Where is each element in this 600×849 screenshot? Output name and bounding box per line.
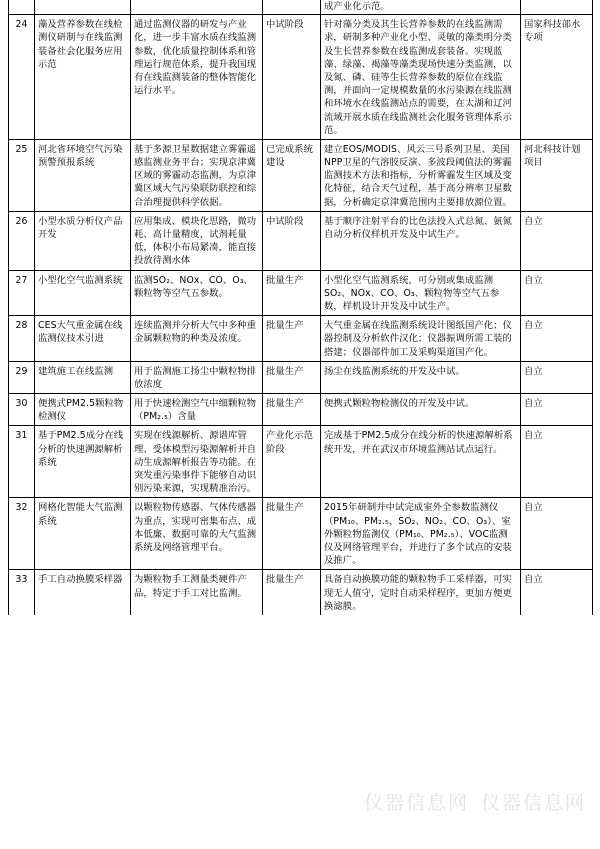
table-row: [9, 211, 593, 270]
cell-source: 自立: [521, 316, 593, 362]
table-row: [9, 15, 593, 140]
cell-stage: 批量生产: [263, 361, 321, 393]
table-row: [9, 570, 593, 615]
table-row: [9, 394, 593, 426]
cell-number: 26: [9, 211, 35, 270]
cell-name: 网格化智能大气监测系统: [35, 498, 131, 570]
table-row: [9, 270, 593, 316]
cell-description: 连续监测并分析大气中多种重金属颗粒物的种类及浓度。: [131, 316, 263, 362]
cell-name: 小型化空气监测系统: [35, 270, 131, 316]
cell-stage: 批量生产: [263, 570, 321, 615]
cell-number: 30: [9, 394, 35, 426]
cell-description: 应用集成、模块化思路，微功耗、高计量精度，试剂耗量低，体积小布局紧凑，能直接投放待测水体: [131, 211, 263, 270]
cell-name: 藻及营养参数在线检测仪研制与在线监测装备社会化服务应用示范: [35, 15, 131, 140]
cell-name: [35, 0, 131, 15]
cell-name: 手工自动换膜采样器: [35, 570, 131, 615]
cell-number: 27: [9, 270, 35, 316]
table-row: [9, 139, 593, 211]
watermark-text-left: 仪器信息网: [363, 792, 469, 814]
cell-name: 建筑施工在线监测: [35, 361, 131, 393]
cell-progress: 小型化空气监测系统，可分别或集成监测SO₂、NOx、CO、O₃、颗粒物等空气五参数，样机设计开发及中试生产。: [321, 270, 521, 316]
cell-progress: 2015年研制并中试完成室外全参数监测仪（PM₁₀、PM₂.₅、SO₂、NO₂、CO、O₃）、室外颗粒物监测仪（PM₁₀、PM₂.₅）、VOC监测仪及网络管理平台，并进行了多个试点的安装及推广。: [321, 498, 521, 570]
cell-source: 自立: [521, 270, 593, 316]
cell-progress: 扬尘在线监测系统的开发及中试。: [321, 361, 521, 393]
watermark-text-right: 仪器信息网: [480, 792, 586, 814]
cell-progress: 便携式颗粒物检测仪的开发及中试。: [321, 394, 521, 426]
cell-progress: 完成基于PM2.5成分在线分析的快速源解析系统开发，并在武汉市环境监测站试点运行。: [321, 426, 521, 498]
cell-stage: 中试阶段: [263, 15, 321, 140]
cell-description: 实现在线源解析、源谱库管理、受体模型污染源解析并自动生成源解析报告等功能。在突发重污染事件下能够自动识别污染来源，实现精准治污。: [131, 426, 263, 498]
cell-description: 为颗粒物手工测量类硬件产品，特定于手工对比监测。: [131, 570, 263, 615]
cell-stage: 批量生产: [263, 316, 321, 362]
cell-source: [521, 0, 593, 15]
cell-number: 29: [9, 361, 35, 393]
cell-description: [131, 0, 263, 15]
table-row: [9, 361, 593, 393]
cell-name: CES大气重金属在线监测仪技术引进: [35, 316, 131, 362]
cell-description: 监测SO₂、NOx、CO、O₃、颗粒物等空气五参数。: [131, 270, 263, 316]
table-row: [9, 498, 593, 570]
cell-number: 25: [9, 139, 35, 211]
cell-progress: 大气重金属在线监测系统设计图纸国产化；仪器控制及分析软件汉化；仪器振调所需工装的搭建；仪器部件加工及采购渠道国产化。: [321, 316, 521, 362]
cell-description: 以颗粒物传感器、气体传感器为重点，实现可密集布点、成本低廉、数据可靠的大气监测系统及网络管理平台。: [131, 498, 263, 570]
cell-number: 32: [9, 498, 35, 570]
cell-description: 基于多源卫星数据建立雾霾遥感监测业务平台；实现京津冀区域的雾霾动态监测，为京津冀区域大气污染联防联控和综合治理提供科学依据。: [131, 139, 263, 211]
cell-stage: 产业化示范阶段: [263, 426, 321, 498]
cell-stage: 批量生产: [263, 498, 321, 570]
cell-description: 用于监测施工扬尘中颗粒物排放浓度: [131, 361, 263, 393]
cell-source: 自立: [521, 211, 593, 270]
cell-number: 33: [9, 570, 35, 615]
cell-source: 自立: [521, 570, 593, 615]
cell-number: 31: [9, 426, 35, 498]
cell-stage: 已完成系统建设: [263, 139, 321, 211]
cell-source: 国家科技部水专项: [521, 15, 593, 140]
table-row: [9, 316, 593, 362]
cell-progress: 建立EOS/MODIS、风云三号系列卫星、美国NPP卫星的气溶胶反演、多波段阈值法的雾霾监测技术方法和指标，分析雾霾发生区域及变化特征，结合天气过程，基于高分辨率卫星数据，分析确定京津冀范围内主要排放源位置。: [321, 139, 521, 211]
cell-name: 小型水质分析仪产品开发: [35, 211, 131, 270]
cell-stage: 批量生产: [263, 394, 321, 426]
cell-progress: 针对藻分类及其生长营养参数的在线监测需求，研制多种产业化小型、灵敏的藻类明分类及生长营养参数在线监测成套装备。实现蓝藻、绿藻、褐藻等藻类现场快速分类监测，以及氮、磷、硅等生长营养参数的原位在线监测，并面向一定规模数量的水污染源在线监测和环境水在线监测站点的需要，在太湖和辽河流域开展水质在线监测社会化服务管理体系示范。: [321, 15, 521, 140]
cell-progress: 基于顺序注射平台的比色法投入式总氮、氨氮自动分析仪样机开发及中试生产。: [321, 211, 521, 270]
cell-number: 28: [9, 316, 35, 362]
cell-source: 自立: [521, 394, 593, 426]
table-row: [9, 426, 593, 498]
cell-name: 河北省环境空气污染预警预报系统: [35, 139, 131, 211]
cell-name: 基于PM2.5成分在线分析的快速溯源解析系统: [35, 426, 131, 498]
cell-source: 河北科技计划项目: [521, 139, 593, 211]
cell-description: 通过监测仪器的研发与产业化，进一步丰富水质在线监测参数，优化质量控制体系和管理运行规范体系，提升我国现有在线监测装备的整体智能化运行水平。: [131, 15, 263, 140]
cell-stage: [263, 0, 321, 15]
cell-source: 自立: [521, 361, 593, 393]
cell-source: 自立: [521, 426, 593, 498]
cell-number: 24: [9, 15, 35, 140]
cell-description: 用于快速检测空气中细颗粒物（PM₂.₅）含量: [131, 394, 263, 426]
cell-name: 便携式PM2.5颗粒物检测仪: [35, 394, 131, 426]
cell-progress: 成产业化示范。: [321, 0, 521, 15]
cell-stage: 批量生产: [263, 270, 321, 316]
project-table: [8, 0, 593, 615]
cell-progress: 具备自动换膜功能的颗粒物手工采样器，可实现无人值守，定时自动采样程序，更加方便更换滤膜。: [321, 570, 521, 615]
cell-number: [9, 0, 35, 15]
cell-source: 自立: [521, 498, 593, 570]
watermark: [364, 788, 586, 815]
cell-stage: 中试阶段: [263, 211, 321, 270]
table-row-partial: [9, 0, 593, 15]
